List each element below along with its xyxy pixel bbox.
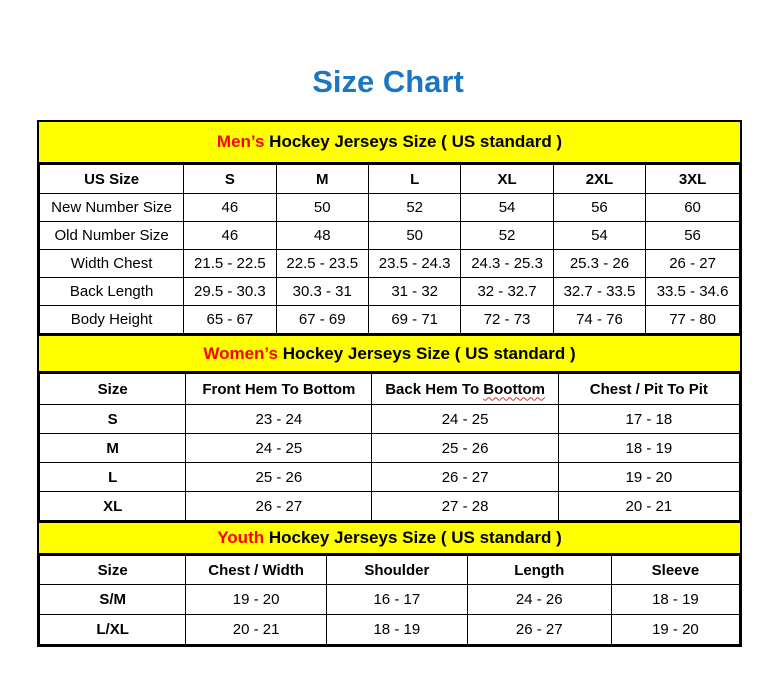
womens-table-row [40,492,740,521]
womens-title-rest: Hockey Jerseys Size ( US standard ) [277,343,576,363]
womens-cell-value: 25 - 26 [372,434,558,463]
mens-cell-value: 72 - 73 [461,306,553,334]
womens-cell-value: 17 - 18 [558,405,739,434]
womens-row-label: S [40,405,186,434]
mens-table-row [40,222,740,250]
womens-cell-value: 19 - 20 [558,463,739,492]
youth-header-row [40,556,740,585]
youth-column-header: Sleeve [611,556,739,585]
mens-column-header: S [184,165,276,194]
youth-cell-value: 24 - 26 [467,585,611,615]
mens-row-label: New Number Size [40,194,184,222]
size-chart-tables [37,120,742,647]
youth-cell-value: 18 - 19 [326,615,467,645]
mens-cell-value: 32 - 32.7 [461,278,553,306]
youth-row-label: L/XL [40,615,186,645]
mens-cell-value: 23.5 - 24.3 [368,250,460,278]
youth-cell-value: 16 - 17 [326,585,467,615]
youth-column-header: Chest / Width [186,556,327,585]
mens-cell-value: 54 [461,194,553,222]
mens-table-row [40,306,740,334]
mens-cell-value: 25.3 - 26 [553,250,645,278]
mens-table-row [40,194,740,222]
womens-table-row [40,405,740,434]
mens-row-label: Width Chest [40,250,184,278]
mens-table [39,164,740,334]
youth-column-header: Size [40,556,186,585]
womens-column-header: Size [40,374,186,405]
mens-cell-value: 56 [646,222,740,250]
mens-header-row [40,165,740,194]
womens-header-row [40,374,740,405]
mens-cell-value: 77 - 80 [646,306,740,334]
youth-title-rest: Hockey Jerseys Size ( US standard ) [264,528,562,547]
womens-column-header: Front Hem To Bottom [186,374,372,405]
mens-row-label: Back Length [40,278,184,306]
youth-table [39,555,740,645]
youth-table-row [40,585,740,615]
mens-table-row [40,250,740,278]
womens-cell-value: 24 - 25 [186,434,372,463]
womens-cell-value: 24 - 25 [372,405,558,434]
mens-cell-value: 29.5 - 30.3 [184,278,276,306]
womens-cell-value: 27 - 28 [372,492,558,521]
mens-table-row [40,278,740,306]
youth-table-row [40,615,740,645]
youth-cell-value: 19 - 20 [186,585,327,615]
mens-cell-value: 56 [553,194,645,222]
youth-column-header: Shoulder [326,556,467,585]
mens-section-title [39,122,740,164]
womens-row-label: L [40,463,186,492]
youth-cell-value: 20 - 21 [186,615,327,645]
mens-cell-value: 74 - 76 [553,306,645,334]
womens-section-title [39,334,740,373]
womens-column-header: Chest / Pit To Pit [558,374,739,405]
youth-cell-value: 19 - 20 [611,615,739,645]
youth-title-highlight: Youth [217,528,265,547]
youth-section [39,521,740,645]
mens-cell-value: 24.3 - 25.3 [461,250,553,278]
mens-cell-value: 60 [646,194,740,222]
mens-cell-value: 21.5 - 22.5 [184,250,276,278]
mens-cell-value: 30.3 - 31 [276,278,368,306]
womens-cell-value: 20 - 21 [558,492,739,521]
youth-section-title [39,521,740,555]
womens-title-highlight: Women’s [203,343,278,363]
mens-cell-value: 52 [461,222,553,250]
youth-row-label: S/M [40,585,186,615]
mens-cell-value: 31 - 32 [368,278,460,306]
mens-cell-value: 50 [368,222,460,250]
youth-cell-value: 18 - 19 [611,585,739,615]
mens-column-header: 3XL [646,165,740,194]
youth-column-header: Length [467,556,611,585]
womens-row-label: XL [40,492,186,521]
womens-cell-value: 25 - 26 [186,463,372,492]
mens-cell-value: 48 [276,222,368,250]
mens-cell-value: 52 [368,194,460,222]
mens-section [39,122,740,334]
mens-cell-value: 65 - 67 [184,306,276,334]
womens-cell-value: 26 - 27 [372,463,558,492]
youth-cell-value: 26 - 27 [467,615,611,645]
womens-table [39,373,740,521]
womens-table-row [40,434,740,463]
mens-cell-value: 54 [553,222,645,250]
mens-cell-value: 69 - 71 [368,306,460,334]
womens-row-label: M [40,434,186,463]
mens-cell-value: 46 [184,222,276,250]
mens-cell-value: 33.5 - 34.6 [646,278,740,306]
mens-title-rest: Hockey Jerseys Size ( US standard ) [264,132,563,151]
mens-row-label: Old Number Size [40,222,184,250]
womens-cell-value: 23 - 24 [186,405,372,434]
mens-cell-value: 32.7 - 33.5 [553,278,645,306]
womens-section [39,334,740,521]
womens-cell-value: 18 - 19 [558,434,739,463]
mens-cell-value: 67 - 69 [276,306,368,334]
mens-cell-value: 22.5 - 23.5 [276,250,368,278]
page-title: Size Chart [312,64,464,99]
mens-cell-value: 46 [184,194,276,222]
mens-column-header: US Size [40,165,184,194]
womens-column-header-misspelled-word: Boottom [483,380,545,398]
mens-cell-value: 26 - 27 [646,250,740,278]
mens-column-header: L [368,165,460,194]
womens-column-header [372,374,558,405]
mens-column-header: 2XL [553,165,645,194]
womens-column-header-text: Back Hem To [385,380,484,398]
womens-table-row [40,463,740,492]
mens-cell-value: 50 [276,194,368,222]
mens-row-label: Body Height [40,306,184,334]
womens-cell-value: 26 - 27 [186,492,372,521]
mens-column-header: M [276,165,368,194]
mens-column-header: XL [461,165,553,194]
mens-title-highlight: Men’s [216,132,265,151]
